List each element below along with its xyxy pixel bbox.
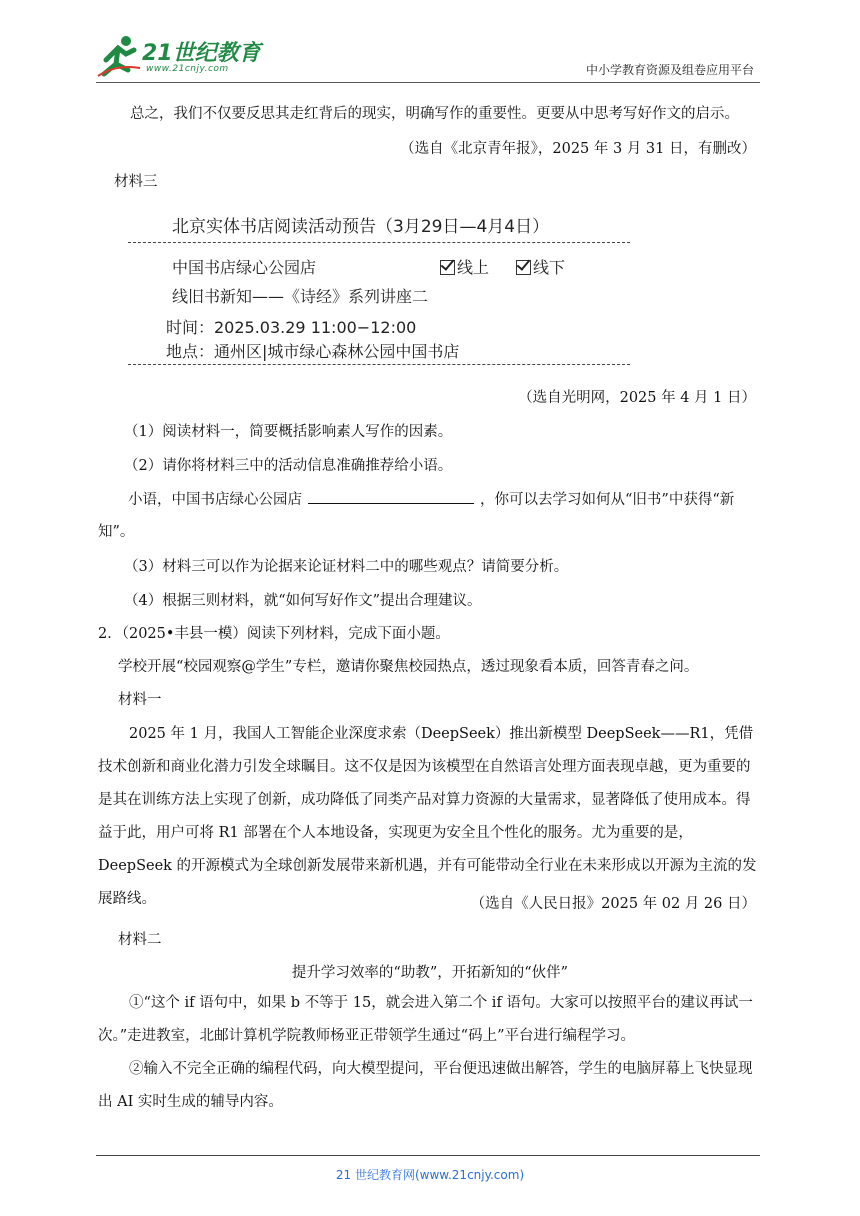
material-2-paragraph-2: ②输入不完全正确的编程代码，向大模型提问，平台便迅速做出解答，学生的电脑屏幕上飞快显现出 AI 实时生成的辅导内容。 bbox=[98, 1061, 753, 1110]
fill-prefix: 小语，中国书店绿心公园店 bbox=[128, 492, 302, 508]
page-header bbox=[96, 30, 760, 83]
poster-online-label: 线上 bbox=[457, 258, 490, 277]
material-2-title: 提升学习效率的“助教”，开拓新知的“伙伴” bbox=[291, 965, 569, 981]
site-logo[interactable] bbox=[96, 34, 266, 78]
question-3: （3）材料三可以作为论据来论证材料二中的哪些观点？请简要分析。 bbox=[124, 559, 569, 575]
source-citation: （选自《人民日报》2025 年 02 月 26 日） bbox=[470, 896, 756, 912]
poster-offline-label: 线下 bbox=[533, 258, 566, 277]
intro-paragraph: 学校开展“校园观察@学生”专栏，邀请你聚焦校园热点，透过现象看本质，回答青春之问。 bbox=[118, 659, 699, 675]
question-4: （4）根据三则材料，就“如何写好作文”提出合理建议。 bbox=[124, 593, 482, 609]
question-2-fill-line bbox=[128, 489, 734, 510]
logo-url: www.21cnjy.com bbox=[146, 64, 229, 74]
item-2-heading: 2．（2025•丰县一模）阅读下列材料，完成下面小题。 bbox=[98, 626, 450, 642]
material-2-label: 材料二 bbox=[118, 932, 162, 948]
poster-offline-option bbox=[516, 255, 565, 278]
event-poster-image bbox=[128, 204, 634, 372]
question-2-fill-end: 知”。 bbox=[98, 524, 135, 540]
fill-suffix: ，你可以去学习如何从“旧书”中获得“新 bbox=[480, 492, 735, 508]
question-1: （1）阅读材料一，简要概括影响素人写作的因素。 bbox=[124, 424, 453, 440]
poster-location: 地点：通州区|城市绿心森林公园中国书店 bbox=[166, 342, 460, 361]
material-3-label: 材料三 bbox=[114, 174, 158, 190]
question-2: （2）请你将材料三中的活动信息准确推荐给小语。 bbox=[124, 458, 453, 474]
footer-divider bbox=[96, 1155, 760, 1156]
logo-text: 21世纪教育 bbox=[142, 41, 261, 66]
poster-divider bbox=[128, 364, 630, 365]
checkbox-checked-icon bbox=[516, 260, 531, 275]
paragraph-conclusion: 总之，我们不仅要反思其走红背后的现实，明确写作的重要性。更要从中思考写好作文的启示。 bbox=[130, 106, 739, 122]
answer-blank[interactable] bbox=[308, 489, 474, 504]
checkbox-checked-icon bbox=[440, 260, 455, 275]
runner-logo-icon bbox=[96, 34, 142, 78]
poster-series: 线旧书新知——《诗经》系列讲座二 bbox=[172, 287, 429, 306]
footer-link[interactable]: 21 世纪教育网(www.21cnjy.com) bbox=[335, 1168, 525, 1182]
poster-title: 北京实体书店阅读活动预告（3月29日—4月4日） bbox=[172, 217, 550, 237]
poster-online-option bbox=[440, 255, 489, 278]
material-1-text: 2025 年 1 月，我国人工智能企业深度求索（DeepSeek）推出新模型 DeepSeek——R1，凭借技术创新和商业化潜力引发全球瞩目。这不仅是因为该模型在自然语言处理方面表现卓越，更为重要的是其在训练方法上实现了创新，成功降低了同类产品对算力资源的大量需求，显著降低了使用成本。得益于此，用户可将 R1 部署在个人本地设备，实现更为安全且个性化的服务。尤为重要的是，DeepSeek 的开源模式为全球创新发展带来新机遇，并有可能带动全行业在未来形成以开源为主流的发展路线。 bbox=[98, 726, 757, 907]
poster-store: 中国书店绿心公园店 bbox=[172, 258, 317, 277]
poster-divider bbox=[128, 242, 630, 243]
poster-time: 时间：2025.03.29 11:00−12:00 bbox=[166, 318, 417, 337]
material-1-label: 材料一 bbox=[118, 692, 162, 708]
source-citation: （选自光明网，2025 年 4 月 1 日） bbox=[518, 390, 756, 406]
material-2-paragraph-1: ①“这个 if 语句中，如果 b 不等于 15，就会进入第二个 if 语句。大家可以按照平台的建议再试一次。”走进教室，北邮计算机学院教师杨亚正带领学生通过“码上”平台进行编程学习。 bbox=[98, 995, 753, 1044]
header-tagline: 中小学教育资源及组卷应用平台 bbox=[585, 63, 754, 77]
source-citation: （选自《北京青年报》，2025 年 3 月 31 日，有删改） bbox=[400, 141, 756, 157]
